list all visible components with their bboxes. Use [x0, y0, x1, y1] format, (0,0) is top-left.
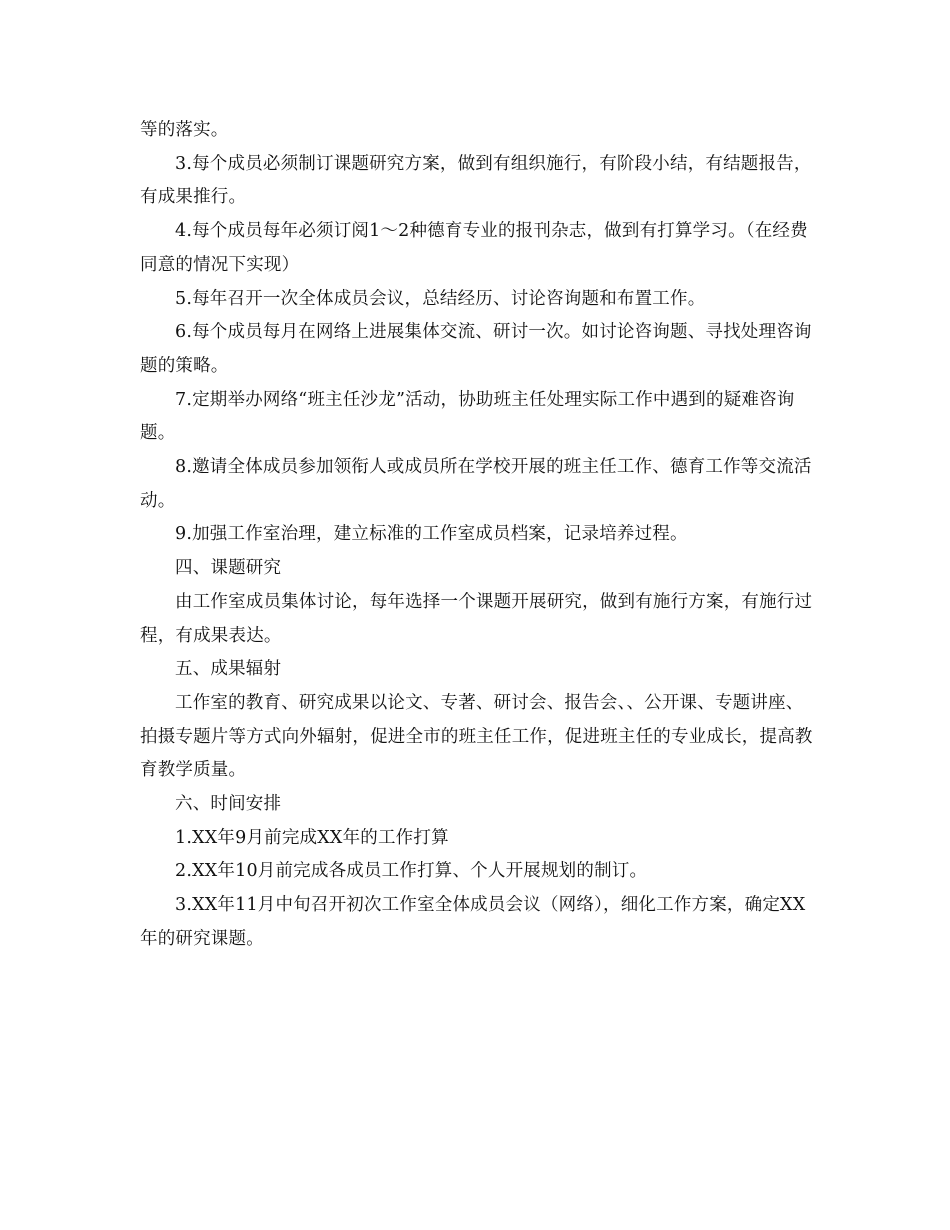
section-heading-4: 四、课题研究: [175, 558, 282, 579]
paragraph-6: 8.邀请全体成员参加领衔人或成员所在学校开展的班主任工作、德育工作等交流活动。: [140, 457, 812, 511]
paragraph-13: 1.XX年9月前完成XX年的工作打算: [175, 827, 449, 848]
paragraph-0: 等的落实。: [140, 120, 229, 140]
paragraph-2: 4.每个成员每年必须订阅1～2种德育专业的报刊杂志，做到有打算学习。（在经费同意的情况下实现）: [140, 221, 808, 275]
section-heading-5: 五、成果辐射: [175, 659, 282, 680]
paragraph-15: 3.XX年11月中旬召开初次工作室全体成员会议（网络），细化工作方案，确定XX年的研究课题。: [140, 895, 806, 949]
document-body: [140, 114, 816, 957]
paragraph-3: 5.每年召开一次全体成员会议，总结经历、讨论咨询题和布置工作。: [175, 288, 706, 309]
paragraph-7: 9.加强工作室治理，建立标准的工作室成员档案，记录培养过程。: [175, 524, 688, 545]
paragraph-14: 2.XX年10月前完成各成员工作打算、个人开展规划的制订。: [175, 861, 648, 882]
section-heading-6: 六、时间安排: [175, 794, 282, 815]
paragraph-4: 6.每个成员每月在网络上进展集体交流、研讨一次。如讨论咨询题、寻找处理咨询题的策略。: [140, 322, 812, 376]
paragraph-11: 工作室的教育、研究成果以论文、专著、研讨会、报告会、、公开课、专题讲座、拍摄专题片等方式向外辐射，促进全市的班主任工作，促进班主任的专业成长，提高教育教学质量。: [140, 692, 813, 781]
paragraph-9: 由工作室成员集体讨论，每年选择一个课题开展研究，做到有施行方案，有施行过程，有成果表达。: [140, 591, 813, 646]
paragraph-5: 7.定期举办网络“班主任沙龙”活动，协助班主任处理实际工作中遇到的疑难咨询题。: [140, 389, 795, 444]
paragraph-1: 3.每个成员必须制订课题研究方案，做到有组织施行，有阶段小结，有结题报告，有成果推行。: [140, 153, 812, 208]
